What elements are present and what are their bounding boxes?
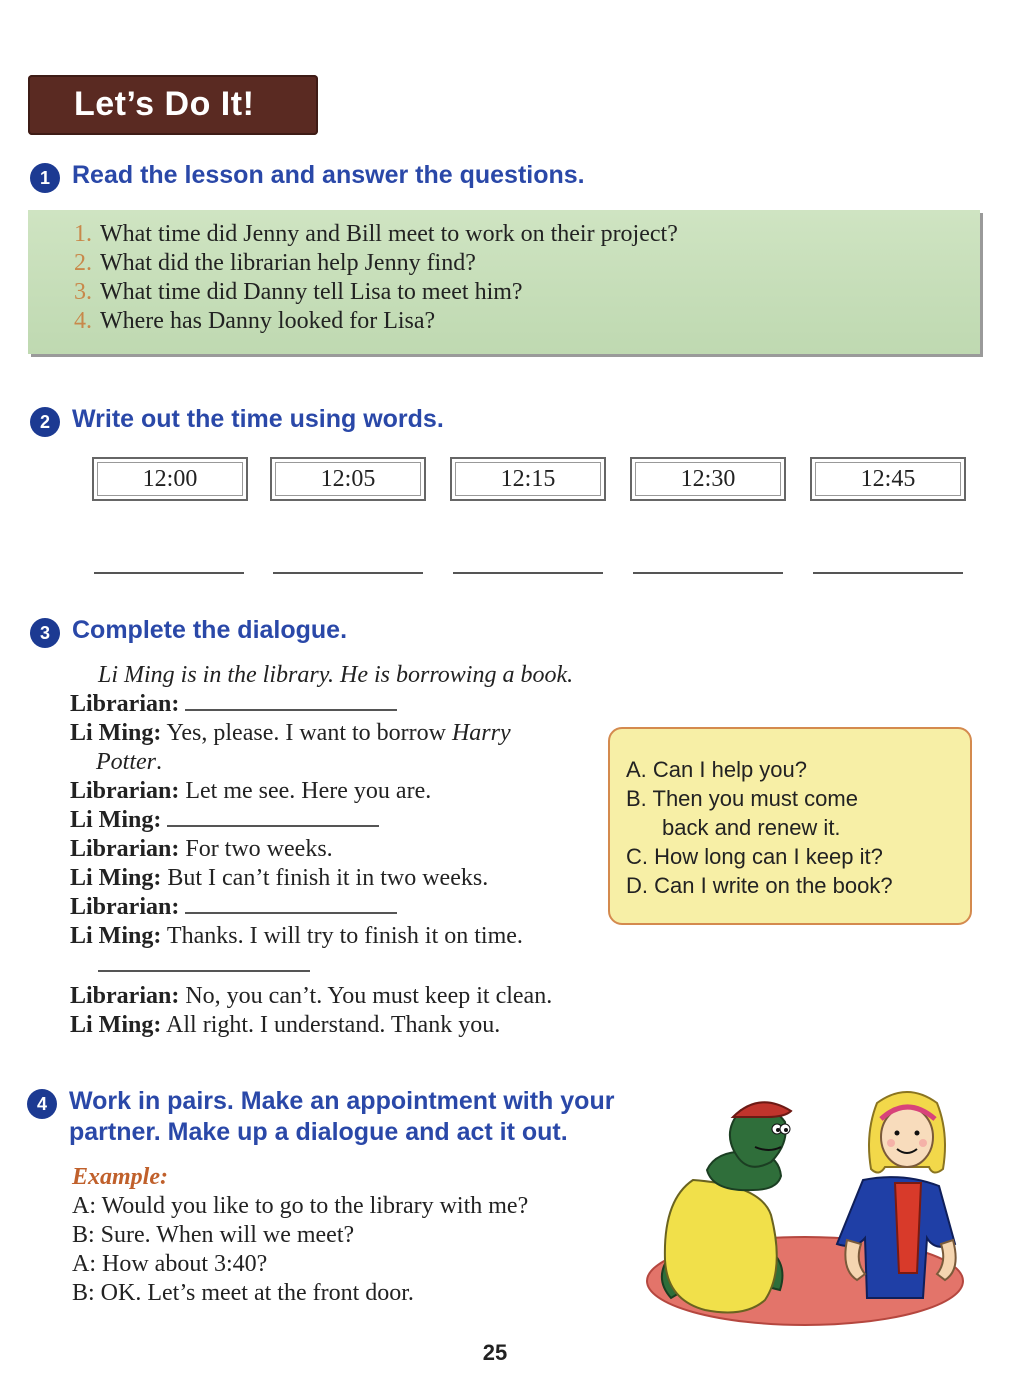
dialogue-line: Librarian: Let me see. Here you are. <box>70 778 432 804</box>
kids-illustration <box>645 1085 985 1330</box>
time-box: 12:45 <box>810 457 966 501</box>
question-2: 2. What did the librarian help Jenny find? <box>74 250 476 276</box>
section-2-number: 2 <box>30 407 60 437</box>
time-box: 12:00 <box>92 457 248 501</box>
dialogue-intro: Li Ming is in the library. He is borrowing a book. <box>98 662 574 688</box>
options-box <box>608 727 972 925</box>
dialogue-blank[interactable] <box>98 952 310 972</box>
dialogue-line: Li Ming: <box>70 806 630 835</box>
option-d: D. Can I write on the book? <box>626 873 893 898</box>
lets-do-it-banner <box>28 75 318 135</box>
section-3-title: Complete the dialogue. <box>72 616 348 644</box>
example-line: A: How about 3:40? <box>72 1251 268 1277</box>
example-label: Example: <box>72 1164 168 1190</box>
question-4: 4. Where has Danny looked for Lisa? <box>74 308 436 334</box>
section-3-number: 3 <box>30 618 60 648</box>
example-line: A: Would you like to go to the library with me? <box>72 1193 529 1219</box>
dialogue-blank[interactable] <box>185 894 397 914</box>
section-1-title: Read the lesson and answer the questions. <box>72 161 585 189</box>
dialogue-line: Li Ming: All right. I understand. Thank you. <box>70 1012 501 1038</box>
dialogue-line: Librarian: For two weeks. <box>70 836 333 862</box>
banner-title: Let’s Do It! <box>74 85 255 123</box>
dialogue-line: Librarian: No, you can’t. You must keep it clean. <box>70 983 553 1009</box>
option-b: B. Then you must come <box>626 786 858 811</box>
time-box: 12:05 <box>270 457 426 501</box>
turtle-character <box>662 1102 791 1312</box>
question-1: 1. What time did Jenny and Bill meet to work on their project? <box>74 221 678 247</box>
dialogue-line: Li Ming: But I can’t finish it in two weeks. <box>70 865 489 891</box>
dialogue-line: Librarian: <box>70 690 630 719</box>
section-3-heading <box>30 615 347 648</box>
dialogue-line: Librarian: <box>70 893 630 922</box>
dialogue-blank[interactable] <box>185 691 397 711</box>
section-4-heading <box>27 1086 614 1148</box>
answer-blank[interactable] <box>273 572 423 574</box>
example-line: B: OK. Let’s meet at the front door. <box>72 1280 414 1306</box>
section-2-title: Write out the time using words. <box>72 405 444 433</box>
option-a: A. Can I help you? <box>626 757 808 782</box>
section-1-heading <box>30 160 585 193</box>
section-4-title: Work in pairs. Make an appointment with your partner. Make up a dialogue and act it out. <box>69 1087 615 1146</box>
answer-blank[interactable] <box>94 572 244 574</box>
option-c: C. How long can I keep it? <box>626 844 883 869</box>
time-box: 12:15 <box>450 457 606 501</box>
question-3: 3. What time did Danny tell Lisa to meet him? <box>74 279 523 305</box>
option-b-cont: back and renew it. <box>662 815 841 840</box>
time-box: 12:30 <box>630 457 786 501</box>
section-2-heading <box>30 404 444 437</box>
example-line: B: Sure. When will we meet? <box>72 1222 355 1248</box>
dialogue-line: Potter. <box>96 749 162 775</box>
answer-blank[interactable] <box>633 572 783 574</box>
dialogue-line <box>98 951 658 980</box>
page-number: 25 <box>482 1340 508 1365</box>
dialogue-line: Li Ming: Yes, please. I want to borrow Harry <box>70 720 511 746</box>
dialogue-line: Li Ming: Thanks. I will try to finish it on time. <box>70 923 523 949</box>
section-1-number: 1 <box>30 163 60 193</box>
dialogue-blank[interactable] <box>167 807 379 827</box>
answer-blank[interactable] <box>813 572 963 574</box>
section-4-number: 4 <box>27 1089 57 1119</box>
questions-box <box>28 210 980 354</box>
answer-blank[interactable] <box>453 572 603 574</box>
